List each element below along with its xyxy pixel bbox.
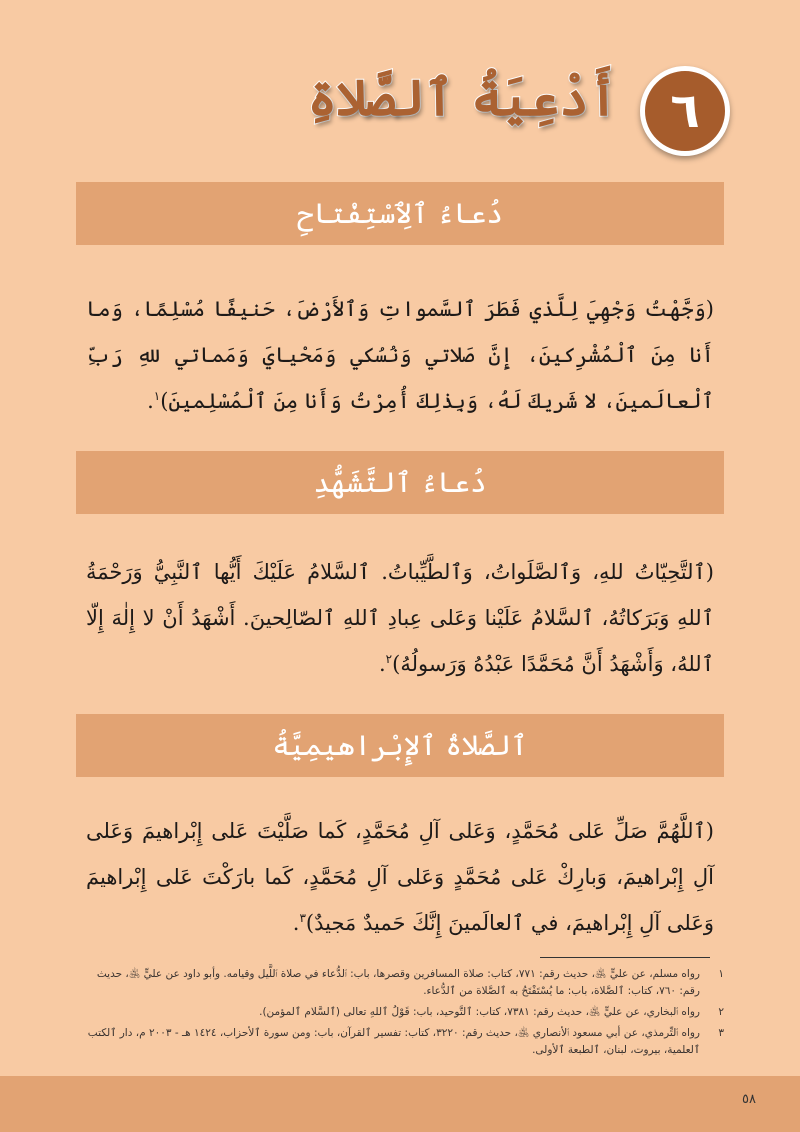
lesson-title: أَدْعِيَةُ ٱلصَّلاةِ	[307, 68, 618, 127]
footnote-text: رواه مسلم، عن عليٍّ ﵁، حديث رقم: ٧٧١، كتاب: صلاة المسافرين وقصرها، باب: ٱلدُّعاء في صلاة ٱللَّيل وقيامه. وأبو داود عن عليٍّ ﵁، حديث رقم: ٧٦٠، كتاب: ٱلصَّلاة، باب: ما يُسْتَفْتَحُ به ٱلصَّلاة من ٱلدُّعاء.	[96, 968, 700, 997]
prayer-body: (وَجَّهْتُ وَجْهِيَ لِلَّذي فَطَرَ ٱلسَّمواتِ وَٱلأَرْضَ، حَنيفًا مُسْلِمًا، وَما أَنا مِنَ ٱلْمُشْرِكينَ، إِنَّ صَلاتي وَنُسُكي وَمَحْيايَ وَمَماتي للهِ رَبِّ ٱلْعالَمينَ، لا شَريكَ لَهُ، وَبِذٰلِكَ أُمِرْتُ وَأَنا مِنَ ٱلْمُسْلِمينَ)	[86, 297, 714, 413]
page-footer	[0, 1076, 800, 1132]
section-heading-opening-supplication: دُعاءُ ٱلِٱسْتِفْتاحِ	[76, 182, 724, 245]
opening-supplication-text	[86, 286, 714, 424]
footnotes	[74, 966, 724, 1063]
prayer-body: (ٱلتَّحِيّاتُ للهِ، وَٱلصَّلَواتُ، وَٱلطَّيِّباتُ. ٱلسَّلامُ عَلَيْكَ أَيُّها ٱلنَّبِيُّ وَرَحْمَةُ ٱللهِ وَبَرَكاتُهُ، ٱلسَّلامُ عَلَيْنا وَعَلى عِبادِ ٱللهِ ٱلصّالِحينَ. أَشْهَدُ أَنْ لا إِلٰهَ إِلّا ٱللهُ، وَأَشْهَدُ أَنَّ مُحَمَّدًا عَبْدُهُ وَرَسولُهُ)	[86, 560, 714, 676]
prayer-body: (ٱللَّهُمَّ صَلِّ عَلى مُحَمَّدٍ، وَعَلى آلِ مُحَمَّدٍ، كَما صَلَّيْتَ عَلى إِبْراهيمَ وَعَلى آلِ إِبْراهيمَ، وَبارِكْ عَلى مُحَمَّدٍ وَعَلى آلِ مُحَمَّدٍ، كَما بارَكْتَ عَلى إِبْراهيمَ وَعَلى آلِ إِبْراهيمَ، في ٱلعالَمينَ إِنَّكَ حَميدٌ مَجيدٌ)	[86, 819, 714, 935]
page-number: ٥٨	[742, 1092, 756, 1107]
prayer-end: .	[147, 389, 154, 413]
footnote-item	[74, 1025, 724, 1059]
footnote-ref: ٢	[385, 652, 393, 666]
footnote-text: رواه ٱلبخاري، عن عليٍّ ﵁، حديث رقم: ٧٣٨١، كتاب: ٱلتَّوحيد، باب: قَوْلُ ٱللهِ تعالى (ٱلسَّلام ٱلمؤمن).	[259, 1006, 700, 1018]
footnote-item	[74, 1004, 724, 1021]
section-heading-ibrahimiyya: ٱلصَّلاةُ ٱلإِبْراهيمِيَّةُ	[76, 714, 724, 777]
footnote-number: ٢	[718, 1006, 724, 1018]
ibrahimiyya-text	[86, 808, 714, 946]
footnote-item	[74, 966, 724, 1000]
tashahhud-text	[86, 549, 714, 687]
footnote-number: ١	[718, 968, 724, 980]
prayer-end: .	[292, 911, 300, 935]
prayer-end: .	[378, 652, 386, 676]
footnote-ref: ١	[153, 389, 161, 403]
footnote-ref: ٣	[299, 911, 306, 925]
footnote-number: ٣	[718, 1027, 724, 1039]
footnote-text: رواه ٱلتِّرمذي، عن أبي مسعود ٱلأنصاري ﵁، حديث رقم: ٣٢٢٠، كتاب: تفسير ٱلقرآن، باب: ومن سورة ٱلأحزاب، ١٤٢٤ هـ - ٢٠٠٣ م، دار ٱلكتب ٱلعلمية، بيروت، لبنان، ٱلطبعة ٱلأولى.	[87, 1027, 700, 1056]
lesson-number-badge: ٦	[640, 66, 730, 156]
section-heading-tashahhud: دُعاءُ ٱلتَّشَهُّدِ	[76, 451, 724, 514]
footnote-divider	[540, 957, 710, 958]
